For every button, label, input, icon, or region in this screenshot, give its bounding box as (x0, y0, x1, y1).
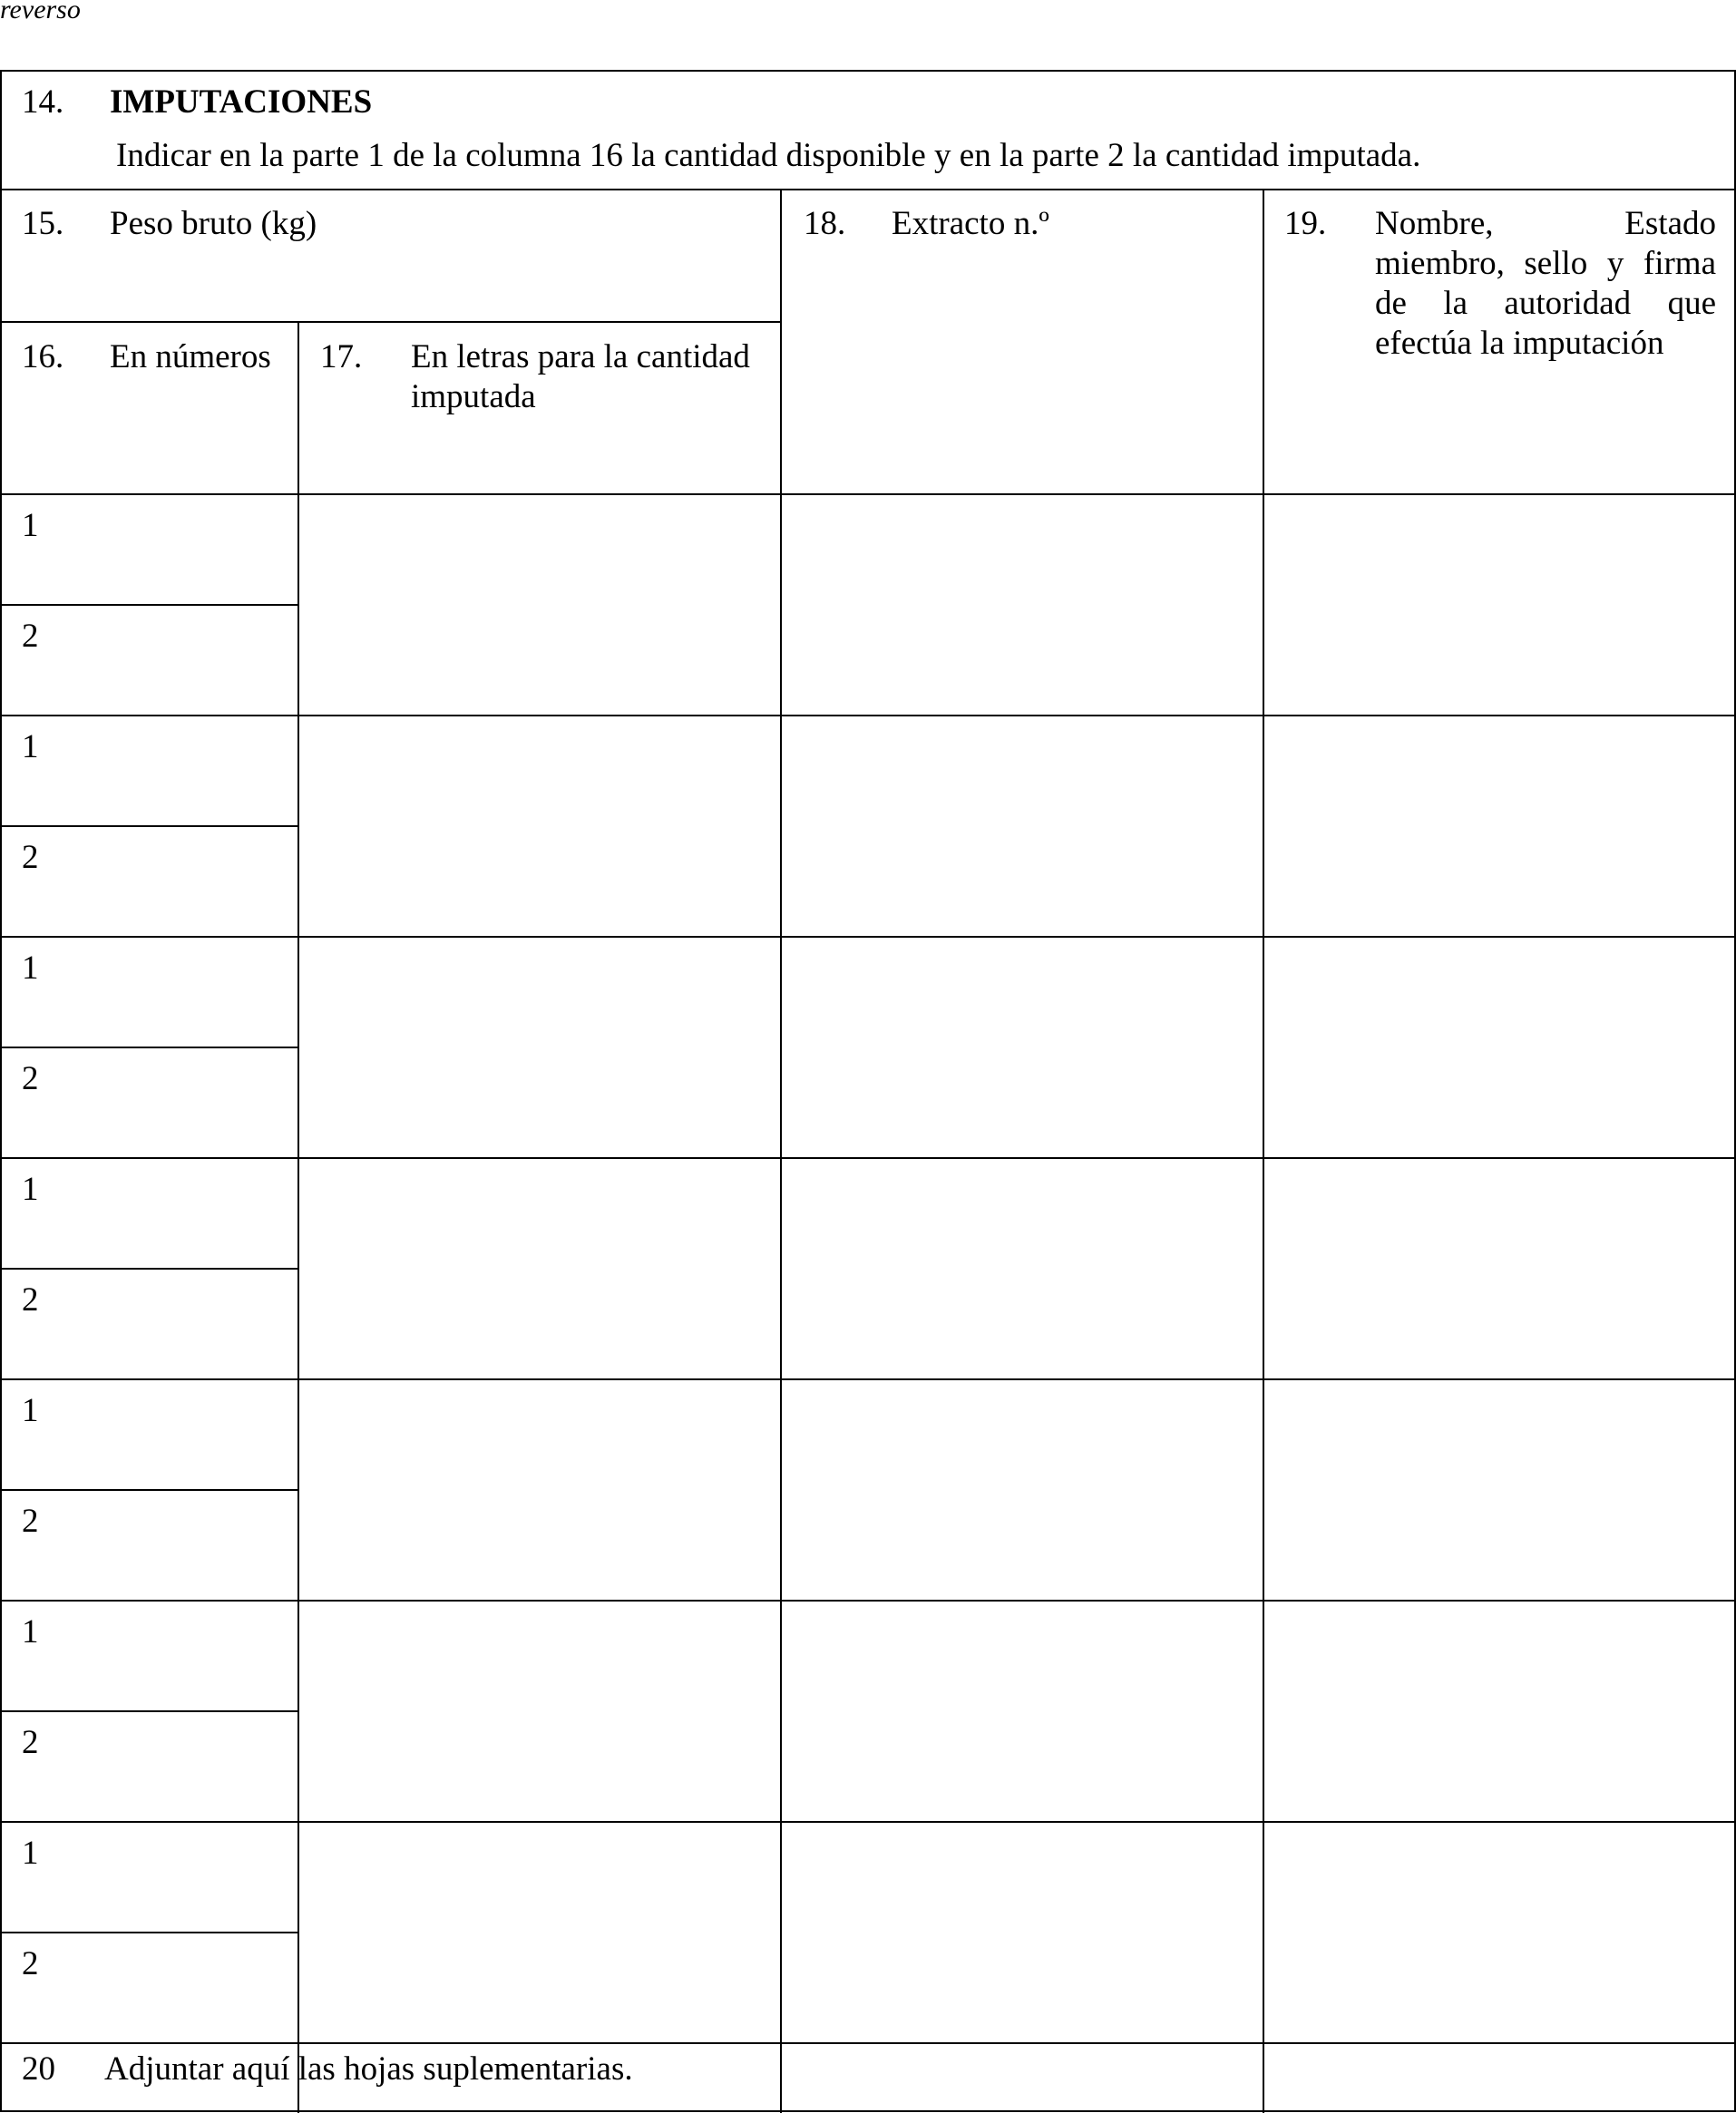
row-group-divider (0, 1378, 1736, 1380)
form-border-left (0, 70, 2, 2112)
section-14-instruction: Indicar en la parte 1 de la columna 16 la cantidad disponible y en la parte 2 la cantidad imputada. (116, 137, 1421, 174)
box-18-label: Extracto n.º (892, 205, 1049, 242)
row-part-2-label: 2 (22, 1724, 39, 1761)
row-part-1-label: 1 (22, 1835, 39, 1872)
row-group-divider (0, 936, 1736, 938)
rule-col-17-18 (780, 189, 782, 2113)
rule-below-box-15 (0, 321, 782, 323)
box-20-label: Adjuntar aquí las hojas suplementarias. (104, 2050, 633, 2088)
row-group-divider (0, 1600, 1736, 1602)
rule-col-18-19 (1263, 189, 1264, 2113)
row-part-2-label: 2 (22, 1945, 39, 1982)
row-group-divider (0, 1157, 1736, 1159)
row-part-1-label: 1 (22, 1171, 39, 1208)
row-part-1-label: 1 (22, 507, 39, 544)
imputation-form (0, 70, 1736, 2112)
row-part-divider (0, 1268, 299, 1270)
row-part-1-label: 1 (22, 1613, 39, 1650)
row-part-1-label: 1 (22, 949, 39, 987)
row-part-2-label: 2 (22, 618, 39, 655)
row-part-divider (0, 1932, 299, 1933)
box-18-number: 18. (804, 205, 846, 242)
section-14-number: 14. (22, 83, 64, 121)
box-15-label: Peso bruto (kg) (110, 205, 317, 242)
page-label: reverso (0, 0, 81, 24)
box-17-label: En letras para la cantidad imputada (411, 338, 750, 415)
form-border-top (0, 70, 1736, 72)
box-17-number: 17. (320, 338, 363, 375)
box-16-number: 16. (22, 338, 64, 375)
row-part-2-label: 2 (22, 1503, 39, 1540)
row-part-1-label: 1 (22, 728, 39, 765)
box-15-number: 15. (22, 205, 64, 242)
rule-col-16-17 (297, 321, 299, 2113)
box-19-label: Nombre, Estado miembro, sello y firma de la autoridad que efectúa la imputación (1375, 205, 1716, 362)
row-part-2-label: 2 (22, 1060, 39, 1097)
row-group-divider (0, 715, 1736, 716)
box-20-number: 20 (22, 2050, 55, 2088)
row-group-divider (0, 1821, 1736, 1823)
rule-below-header (0, 493, 1736, 495)
row-part-1-label: 1 (22, 1392, 39, 1429)
rule-below-section-14 (0, 189, 1736, 190)
row-group-divider (0, 2042, 1736, 2044)
row-part-divider (0, 825, 299, 827)
row-part-2-label: 2 (22, 1281, 39, 1319)
box-16-label: En números (110, 338, 271, 375)
box-19-number: 19. (1284, 205, 1327, 242)
row-part-divider (0, 604, 299, 606)
row-part-2-label: 2 (22, 839, 39, 876)
row-part-divider (0, 1047, 299, 1048)
row-part-divider (0, 1710, 299, 1712)
row-part-divider (0, 1489, 299, 1491)
section-14-title: IMPUTACIONES (110, 83, 373, 121)
